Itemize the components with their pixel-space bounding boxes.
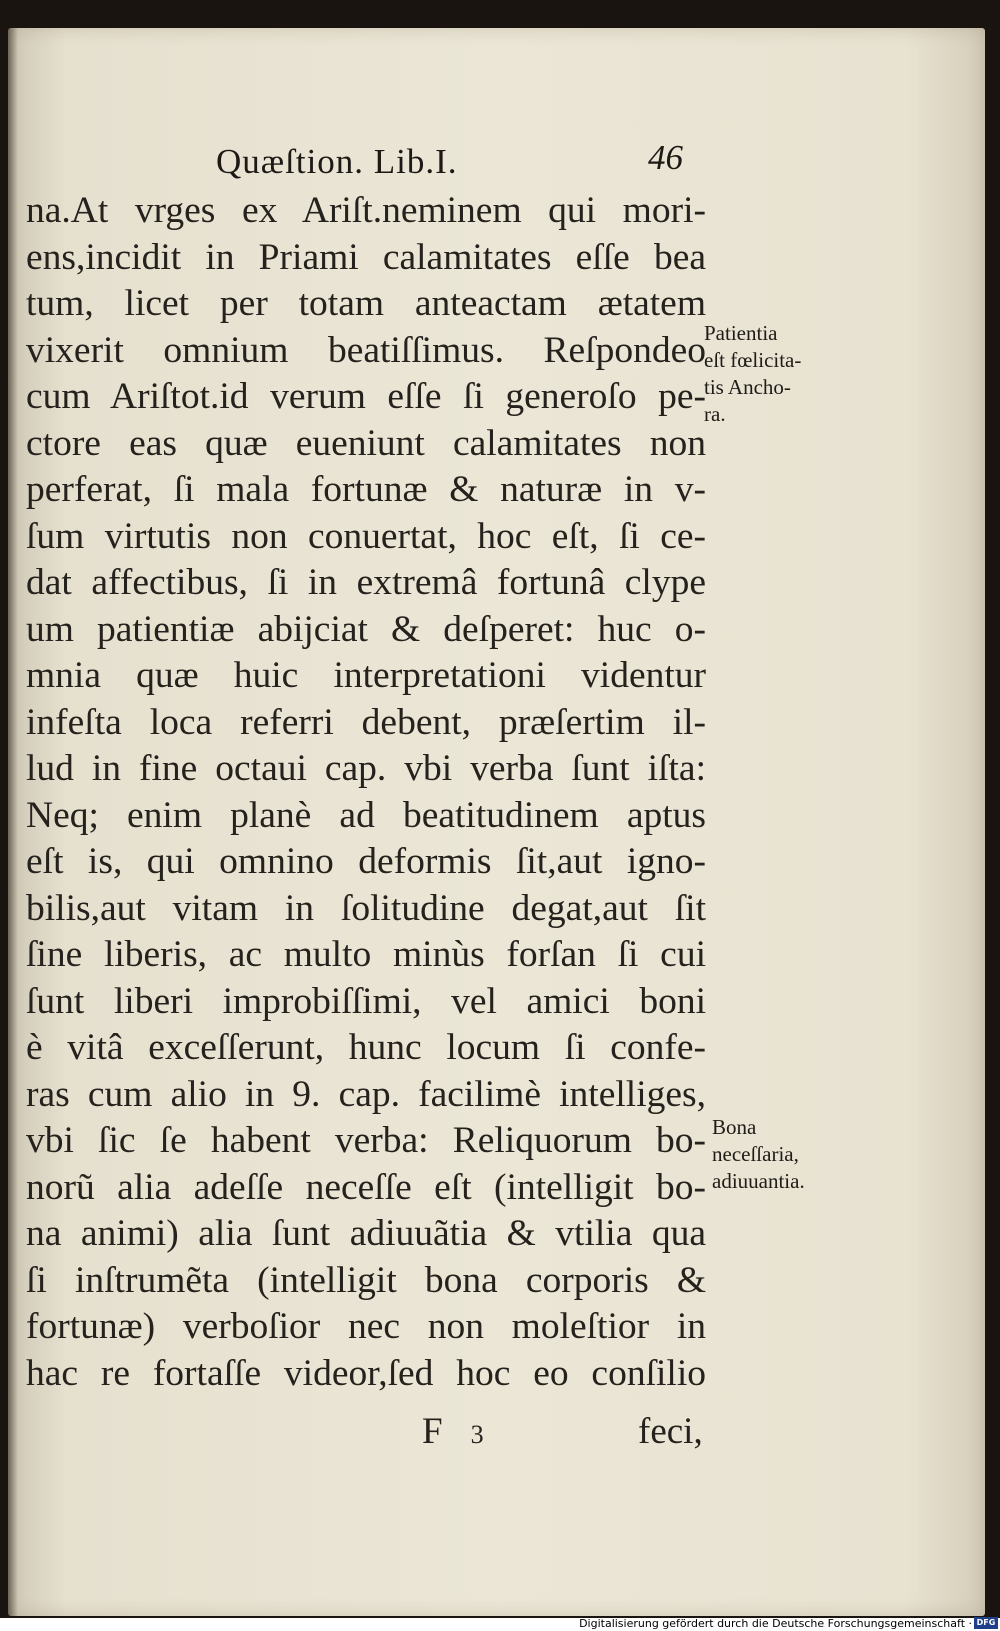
text-line: cum Ariſtot.id verum eſſe ſi generoſo pe- (26, 376, 706, 417)
marginal-note-line: Bona (712, 1115, 757, 1139)
marginal-note-line: neceſſaria, (712, 1142, 799, 1166)
marginal-note-patientia (704, 320, 801, 428)
marginal-note-line: eſt fœlicita- (704, 348, 802, 372)
signature-letter: F (422, 1411, 443, 1452)
page-header (8, 120, 708, 180)
text-line: ſunt liberi improbiſſimi, vel amici boni (26, 980, 706, 1022)
text-line: mnia quæ huic interpretationi videntur (26, 655, 706, 696)
text-line: ens,incidit in Priami calamitates eſſe bea (26, 236, 706, 278)
text-line: è vitâ exceſſerunt, hunc locum ſi confe- (26, 1027, 706, 1068)
text-line: na.At vrges ex Ariſt.neminem qui mori- (26, 190, 706, 231)
marginal-note-line: tis Ancho- (704, 375, 791, 399)
text-line: tum, licet per totam anteactam ætatem (26, 283, 706, 324)
text-line: na animi) alia ſunt adiuuãtia & vtilia qua (26, 1213, 706, 1254)
marginal-note-line: Patientia (704, 321, 778, 345)
text-line: infeſta loca referri debent, præſertim il- (26, 701, 706, 743)
text-line: lud in fine octaui cap. vbi verba ſunt iſta: (26, 748, 706, 789)
text-line: eſt is, qui omnino deformis ſit,aut igno- (26, 841, 706, 882)
text-line: hac re fortaſſe videor,ſed hoc eo conſilio (26, 1352, 706, 1394)
text-line: ſum virtutis non conuertat, hoc eſt, ſi ce- (26, 515, 706, 557)
text-line: bilis,aut vitam in ſolitudine degat,aut ſit (26, 887, 706, 929)
signature-mark (422, 1410, 484, 1453)
signature-number: 3 (470, 1420, 484, 1449)
page-gutter-shadow (8, 28, 18, 1616)
running-title: Quæſtion. Lib.I. (216, 142, 458, 181)
book-page (8, 28, 985, 1616)
main-text-block (26, 188, 706, 1397)
catchword: feci, (638, 1411, 703, 1452)
text-line: norũ alia adeſſe neceſſe eſt (intelligit bo- (26, 1166, 706, 1208)
text-line: ctore eas quæ eueniunt calamitates non (26, 422, 706, 464)
text-line: ras cum alio in 9. cap. facilimè intelliges, (26, 1073, 706, 1115)
text-line: dat affectibus, ſi in extremâ fortunâ clype (26, 562, 706, 603)
dfg-logo-icon: DFG (974, 1617, 998, 1629)
text-line: fortunæ) verboſior nec non moleſtior in (26, 1306, 706, 1347)
marginal-note-bona (712, 1114, 805, 1195)
digitization-credit: Digitalisierung gefördert durch die Deutsche Forschungsgemeinschaft · (579, 1617, 972, 1630)
text-line: ſi inſtrumẽta (intelligit bona corporis & (26, 1259, 706, 1301)
catchline (8, 1406, 708, 1456)
text-line: vbi ſic ſe habent verba: Reliquorum bo- (26, 1120, 706, 1161)
text-line: um patientiæ abijciat & deſperet: huc o- (26, 608, 706, 650)
page-number: 46 (648, 138, 683, 177)
text-line: vixerit omnium beatiſſimus. Reſpondeo (26, 329, 706, 371)
text-line: ſine liberis, ac multo minùs forſan ſi cui (26, 934, 706, 975)
marginal-note-line: ra. (704, 402, 726, 426)
marginal-note-line: adiuuantia. (712, 1169, 805, 1193)
text-line: perferat, ſi mala fortunæ & naturæ in v- (26, 469, 706, 510)
text-line: Neq; enim planè ad beatitudinem aptus (26, 794, 706, 836)
